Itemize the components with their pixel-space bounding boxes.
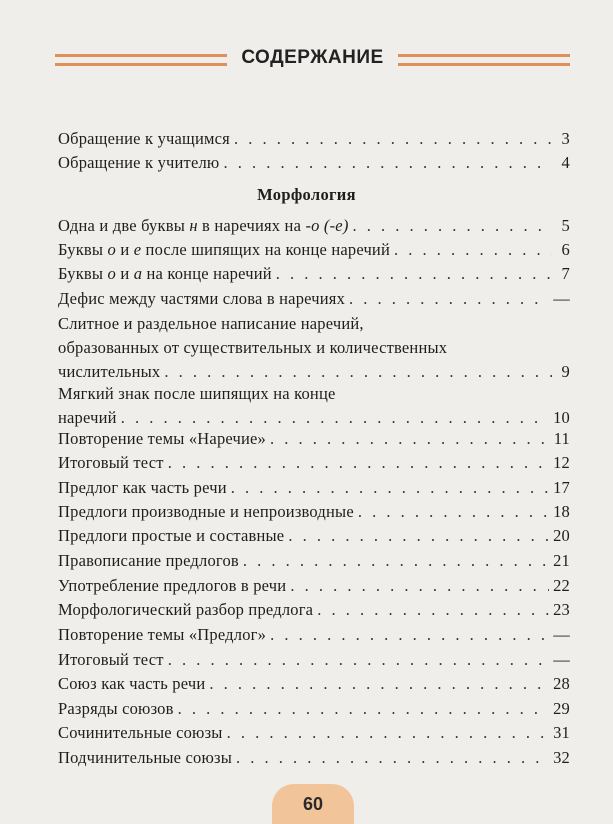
toc-entry-label: Обращение к учащимся xyxy=(58,129,230,148)
toc-entry-label: Союз как часть речи xyxy=(58,674,206,693)
leader-dots xyxy=(353,214,552,238)
leader-dots xyxy=(236,746,549,770)
toc-entry-label: Употребление предлогов в речи xyxy=(58,576,287,595)
section-heading: Морфология xyxy=(257,185,356,204)
leader-dots xyxy=(270,427,550,451)
toc-entry-label: Разряды союзов xyxy=(58,699,174,718)
toc-entry xyxy=(58,746,570,770)
toc-entry-label: Повторение темы «Предлог» xyxy=(58,625,267,644)
toc-entry-page: 5 xyxy=(561,216,570,235)
leader-dots xyxy=(209,672,549,696)
toc-entry-label: Буквы о и а на конце наречий xyxy=(58,264,272,283)
leader-dots xyxy=(234,127,552,151)
toc-entry-page: 17 xyxy=(553,478,570,497)
page-number: 60 xyxy=(272,784,354,824)
toc-entry-label: Итоговый тест xyxy=(58,650,164,669)
leader-dots xyxy=(276,262,552,286)
toc-entry-label: Предлоги простые и составные xyxy=(58,526,285,545)
toc-entry xyxy=(58,382,570,430)
toc-entry xyxy=(58,151,570,175)
leader-dots xyxy=(290,574,549,598)
toc-entry xyxy=(58,312,570,384)
toc-entry-label: Повторение темы «Наречие» xyxy=(58,429,267,448)
toc-entry xyxy=(58,648,570,672)
leader-dots xyxy=(227,721,550,745)
leader-dots xyxy=(231,476,549,500)
contents-header xyxy=(55,47,570,73)
toc-entry xyxy=(58,524,570,548)
leader-dots xyxy=(168,648,550,672)
leader-dots xyxy=(288,524,549,548)
toc-entry-page: 9 xyxy=(561,362,570,381)
toc-entry xyxy=(58,262,570,286)
toc-entry-label: Предлоги производные и непроизводные xyxy=(58,502,354,521)
toc-entry xyxy=(58,721,570,745)
toc-entry-page: — xyxy=(553,289,570,308)
toc-entry-label: Дефис между частями слова в наречиях xyxy=(58,289,346,308)
toc-entry xyxy=(58,287,570,311)
toc-entry xyxy=(58,598,570,622)
toc-entry-label: Буквы о и е после шипящих на конце наречий xyxy=(58,240,390,259)
leader-dots xyxy=(223,151,552,175)
toc-entry xyxy=(58,238,570,262)
toc-entry xyxy=(58,451,570,475)
toc-entry-page: 18 xyxy=(553,502,570,521)
toc-entry-page: 22 xyxy=(553,576,570,595)
toc-entry xyxy=(58,127,570,151)
toc-entry-label: Сочинительные союзы xyxy=(58,723,223,742)
toc-entry-page: 31 xyxy=(553,723,570,742)
toc-entry-page: 7 xyxy=(561,264,570,283)
toc-entry xyxy=(58,574,570,598)
toc-entry xyxy=(58,697,570,721)
toc-entry xyxy=(58,427,570,451)
toc-entry-page: — xyxy=(553,650,570,669)
toc-entry-label: Обращение к учителю xyxy=(58,153,220,172)
toc-entry-page: — xyxy=(553,625,570,644)
toc-entry-page: 12 xyxy=(553,453,570,472)
leader-dots xyxy=(168,451,549,475)
toc-entry-label: Подчинительные союзы xyxy=(58,748,233,767)
toc-entry-page: 29 xyxy=(553,699,570,718)
leader-dots xyxy=(164,360,552,384)
toc-entry xyxy=(58,672,570,696)
toc-entry-label: наречий xyxy=(58,408,117,427)
leader-dots xyxy=(317,598,549,622)
leader-dots xyxy=(349,287,549,311)
toc-entry-label: Итоговый тест xyxy=(58,453,164,472)
leader-dots xyxy=(358,500,549,524)
toc-entry-label: числительных xyxy=(58,362,161,381)
toc-entry-label: Морфологический разбор предлога xyxy=(58,600,314,619)
toc-entry-page: 6 xyxy=(561,240,570,259)
toc-entry-line: Мягкий знак после шипящих на конце xyxy=(58,384,336,403)
toc-entry xyxy=(58,214,570,238)
toc-entry-page: 28 xyxy=(553,674,570,693)
toc-entry-label: Правописание предлогов xyxy=(58,551,239,570)
toc-entry-page: 4 xyxy=(561,153,570,172)
toc-entry-page: 32 xyxy=(553,748,570,767)
leader-dots xyxy=(270,623,549,647)
toc-entry-line: Слитное и раздельное написание наречий, xyxy=(58,314,364,333)
toc-entry xyxy=(58,623,570,647)
toc-entry-page: 11 xyxy=(553,429,570,448)
toc-entry-page: 10 xyxy=(553,408,570,427)
toc-entry-page: 3 xyxy=(561,129,570,148)
toc-entry xyxy=(58,500,570,524)
toc-entry-label: Одна и две буквы н в наречиях на -о (-е) xyxy=(58,216,349,235)
toc-entry xyxy=(58,549,570,573)
toc-entry-page: 21 xyxy=(553,551,570,570)
leader-dots xyxy=(178,697,549,721)
toc-entry-line: образованных от существительных и количественных xyxy=(58,338,448,357)
toc-entry-page: 20 xyxy=(553,526,570,545)
leader-dots xyxy=(394,238,552,262)
toc-entry xyxy=(58,476,570,500)
toc-entry-page: 23 xyxy=(553,600,570,619)
page-title: СОДЕРЖАНИЕ xyxy=(241,47,384,68)
toc-entry-label: Предлог как часть речи xyxy=(58,478,227,497)
leader-dots xyxy=(243,549,549,573)
